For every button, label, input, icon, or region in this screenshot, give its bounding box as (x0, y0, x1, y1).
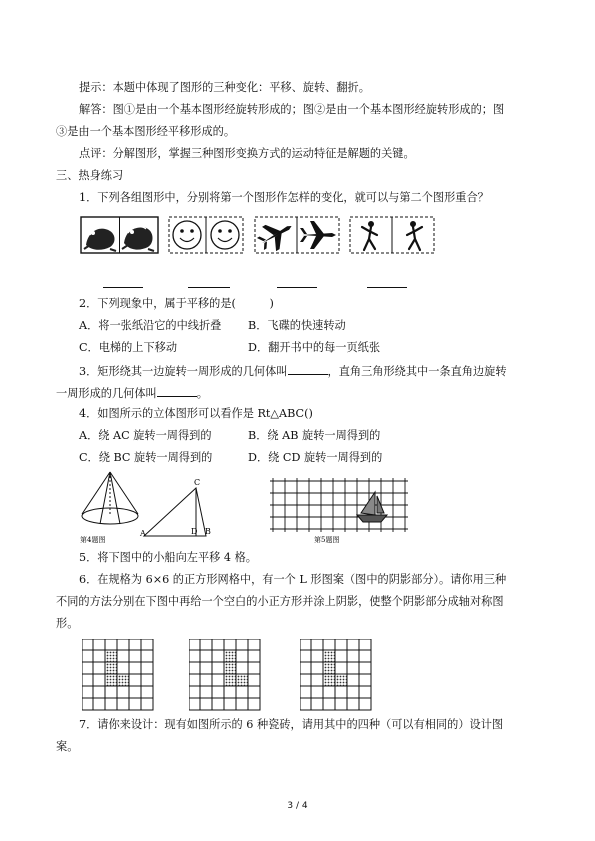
page-number: 3 / 4 (287, 801, 308, 811)
airplane-pair-figure (253, 214, 339, 256)
question-6-line-2: 不同的方法分别在下图中再给一个空白的小正方形并涂上阴影，使整个阴影部分成轴对称图 (56, 595, 504, 608)
q1-answer-blank-1[interactable] (103, 287, 143, 288)
q4-option-a: A．绕 AC 旋转一周得到的 (79, 429, 212, 442)
q6-grid-1[interactable] (82, 639, 154, 711)
q1-answer-blank-3[interactable] (277, 287, 317, 288)
q5-boat-grid-figure (270, 478, 410, 544)
question-3-line-1 (79, 363, 507, 379)
question-7-line-2: 案。 (56, 740, 79, 753)
q6-grid-2[interactable] (189, 639, 261, 711)
question-6-line-3: 形。 (56, 617, 79, 630)
label-b: B (205, 527, 211, 536)
q4-option-d: D．绕 CD 旋转一周得到的 (248, 451, 383, 464)
question-6-line-1: 6．在规格为 6×6 的正方形网格中，有一个 L 形图案（图中的阴影部分）。请你用三种 (79, 573, 507, 586)
answer-line-2: ③是由一个基本图形经平移形成的。 (56, 125, 236, 138)
label-c: C (194, 478, 201, 487)
q3-blank-1[interactable] (288, 363, 328, 375)
answer-line-1: 解答：图①是由一个基本图形经旋转形成的；图②是由一个基本图形经旋转形成的；图 (79, 103, 505, 116)
q2-option-b: B．飞碟的快速转动 (248, 319, 346, 332)
question-5: 5．将下图中的小船向左平移 4 格。 (79, 551, 257, 564)
boat-shape (357, 492, 387, 522)
q3-text-part2: ，直角三角形绕其中一条直角边旋转 (327, 365, 507, 378)
boat-figure-caption: 第5题图 (314, 536, 340, 544)
q3-line2-text: 一周形成的几何体叫 (56, 387, 157, 400)
section-heading: 三、热身练习 (56, 169, 124, 182)
question-2: 2．下列现象中，属于平移的是( ) (79, 297, 274, 310)
q3-blank-2[interactable] (157, 385, 197, 397)
cone-figure-caption: 第4题图 (80, 536, 106, 544)
q4-option-c: C．绕 BC 旋转一周得到的 (79, 451, 213, 464)
frog-pair-figure (81, 217, 158, 253)
q2-option-d: D．翻开书中的每一页纸张 (248, 341, 381, 354)
dancer-pair-figure (350, 217, 434, 253)
question-1: 1．下列各组图形中，分别将第一个图形作怎样的变化，就可以与第二个图形重合？ (79, 191, 489, 204)
q3-line2-end: 。 (196, 387, 208, 400)
hint-line: 提示：本题中体现了图形的三种变化：平移、旋转、翻折。 (79, 81, 370, 94)
q1-figure-strip (80, 213, 436, 257)
smiley-pair-figure (169, 217, 243, 253)
comment-line: 点评：分解图形，掌握三种图形变换方式的运动特征是解题的关键。 (79, 147, 415, 160)
q6-grid-3[interactable] (300, 639, 372, 711)
q1-answer-blank-2[interactable] (188, 287, 230, 288)
q4-option-b: B．绕 AB 旋转一周得到的 (248, 429, 381, 442)
q2-option-c: C．电梯的上下移动 (79, 341, 178, 354)
q1-answer-blank-4[interactable] (367, 287, 407, 288)
question-4: 4．如图所示的立体图形可以看作是 Rt△ABC() (79, 407, 313, 420)
question-7-line-1: 7．请你来设计：现有如图所示的 6 种瓷砖，请用其中的四种（可以有相同的）设计图 (79, 718, 504, 731)
q3-text-part1: 3．矩形绕其一边旋转一周形成的几何体叫 (79, 365, 288, 378)
q2-option-a: A．将一张纸沿它的中线折叠 (79, 319, 222, 332)
label-d: D (191, 527, 198, 536)
label-a: A (140, 529, 146, 538)
question-3-line-2 (56, 385, 208, 401)
q4-cone-triangle-figure (76, 470, 218, 544)
